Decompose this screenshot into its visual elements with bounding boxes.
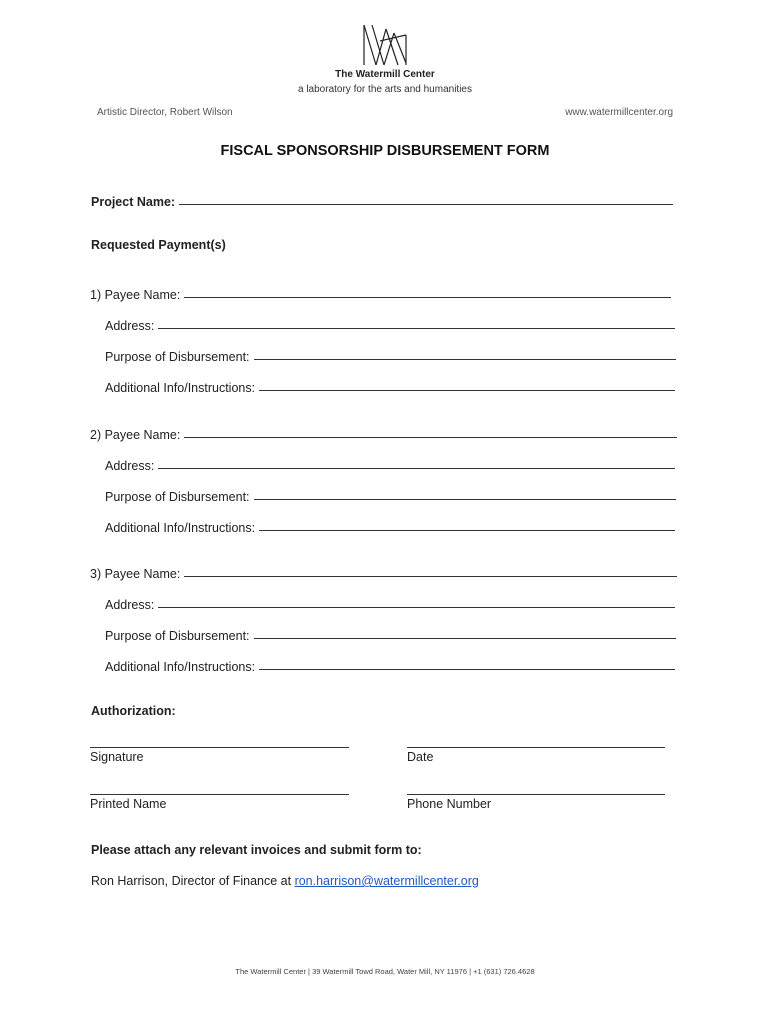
address-field-1[interactable]	[105, 315, 675, 333]
submission-note: Please attach any relevant invoices and submit form to:	[91, 843, 422, 857]
project-name-label: Project Name:	[91, 195, 176, 209]
additional-info-line[interactable]	[259, 530, 675, 531]
signature-label: Signature	[90, 750, 144, 764]
phone-number-line[interactable]	[407, 794, 665, 795]
payee-name-label: 2) Payee Name:	[90, 428, 181, 442]
authorization-heading: Authorization:	[91, 704, 176, 718]
purpose-field-1[interactable]	[105, 346, 676, 364]
artistic-director: Artistic Director, Robert Wilson	[97, 107, 233, 118]
payee-name-line[interactable]	[184, 297, 671, 298]
additional-info-field-1[interactable]	[105, 377, 675, 395]
additional-info-field-3[interactable]	[105, 656, 675, 674]
additional-info-label: Additional Info/Instructions:	[105, 521, 256, 535]
additional-info-label: Additional Info/Instructions:	[105, 660, 256, 674]
address-label: Address:	[105, 319, 155, 333]
watermill-logo-icon	[362, 23, 408, 67]
address-line[interactable]	[158, 328, 675, 329]
payee-name-line[interactable]	[184, 437, 677, 438]
purpose-field-3[interactable]	[105, 625, 676, 643]
date-label: Date	[407, 750, 434, 764]
project-name-line[interactable]	[179, 204, 673, 205]
org-name: The Watermill Center	[335, 69, 435, 80]
address-label: Address:	[105, 459, 155, 473]
address-label: Address:	[105, 598, 155, 612]
website-link[interactable]: www.watermillcenter.org	[565, 107, 673, 118]
purpose-line[interactable]	[254, 359, 676, 360]
payee-name-field-3[interactable]	[90, 563, 677, 581]
contact-line	[91, 874, 479, 888]
project-name-field[interactable]	[91, 191, 673, 209]
footer-address: The Watermill Center | 39 Watermill Towd Road, Water Mill, NY 11976 | +1 (631) 726.4628	[235, 967, 535, 976]
payee-name-label: 1) Payee Name:	[90, 288, 181, 302]
additional-info-label: Additional Info/Instructions:	[105, 381, 256, 395]
requested-payments-heading: Requested Payment(s)	[91, 238, 226, 252]
purpose-line[interactable]	[254, 499, 676, 500]
address-field-3[interactable]	[105, 594, 675, 612]
signature-line[interactable]	[90, 747, 349, 748]
printed-name-line[interactable]	[90, 794, 349, 795]
address-line[interactable]	[158, 607, 675, 608]
additional-info-line[interactable]	[259, 390, 675, 391]
payee-name-field-2[interactable]	[90, 424, 677, 442]
purpose-label: Purpose of Disbursement:	[105, 629, 250, 643]
address-field-2[interactable]	[105, 455, 675, 473]
payee-name-line[interactable]	[184, 576, 677, 577]
additional-info-field-2[interactable]	[105, 517, 675, 535]
contact-prefix: Ron Harrison, Director of Finance at	[91, 874, 295, 888]
payee-name-field-1[interactable]	[90, 284, 671, 302]
address-line[interactable]	[158, 468, 675, 469]
purpose-label: Purpose of Disbursement:	[105, 350, 250, 364]
date-line[interactable]	[407, 747, 665, 748]
payee-name-label: 3) Payee Name:	[90, 567, 181, 581]
purpose-label: Purpose of Disbursement:	[105, 490, 250, 504]
contact-email-link[interactable]: ron.harrison@watermillcenter.org	[294, 874, 479, 888]
purpose-line[interactable]	[254, 638, 676, 639]
printed-name-label: Printed Name	[90, 797, 167, 811]
form-title: FISCAL SPONSORSHIP DISBURSEMENT FORM	[220, 143, 550, 159]
org-tagline: a laboratory for the arts and humanities	[298, 84, 472, 95]
purpose-field-2[interactable]	[105, 486, 676, 504]
phone-number-label: Phone Number	[407, 797, 492, 811]
additional-info-line[interactable]	[259, 669, 675, 670]
